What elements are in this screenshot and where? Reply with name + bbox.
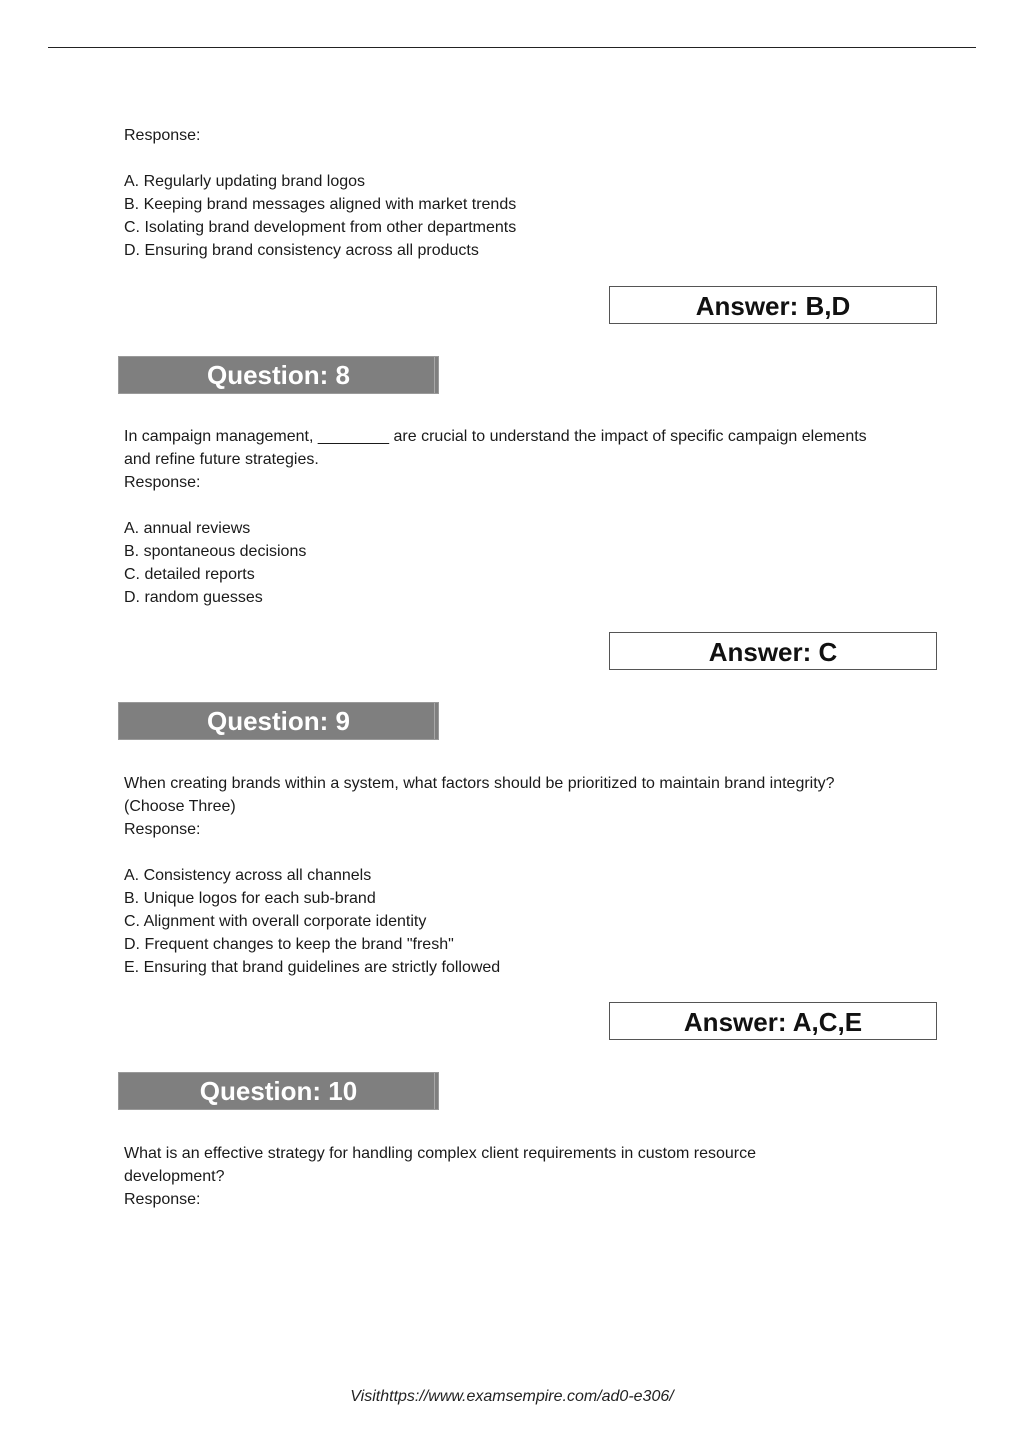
option-c: C. Alignment with overall corporate identity (124, 913, 427, 930)
option-a: A. annual reviews (124, 520, 251, 537)
response-label: Response: (124, 474, 201, 491)
question-text-line-1: In campaign management, ________ are crucial to understand the impact of specific campaign elements (124, 428, 867, 445)
question-text-line-2: development? (124, 1168, 225, 1185)
question-9-body (124, 772, 934, 979)
question-text-line-2: (Choose Three) (124, 798, 236, 815)
question-9-banner: Question: 9 (118, 702, 439, 740)
header-rule (48, 47, 976, 48)
option-a: A. Regularly updating brand logos (124, 173, 366, 190)
answer-box-q8: Answer: C (609, 632, 937, 670)
option-a: A. Consistency across all channels (124, 867, 372, 884)
question-text-line-1: What is an effective strategy for handling complex client requirements in custom resource (124, 1145, 756, 1162)
answer-box-q7: Answer: B,D (609, 286, 937, 324)
option-b: B. spontaneous decisions (124, 543, 307, 560)
option-c: C. detailed reports (124, 566, 255, 583)
answer-box-q9: Answer: A,C,E (609, 1002, 937, 1040)
question-10-banner: Question: 10 (118, 1072, 439, 1110)
option-e: E. Ensuring that brand guidelines are strictly followed (124, 959, 501, 976)
question-8-body (124, 425, 934, 609)
question-7-body (124, 124, 934, 262)
response-label: Response: (124, 127, 201, 144)
option-b: B. Unique logos for each sub-brand (124, 890, 376, 907)
question-text-line-1: When creating brands within a system, what factors should be prioritized to maintain brand integrity? (124, 775, 835, 792)
option-c: C. Isolating brand development from other departments (124, 219, 517, 236)
option-d: D. random guesses (124, 589, 263, 606)
option-b: B. Keeping brand messages aligned with market trends (124, 196, 517, 213)
option-d: D. Ensuring brand consistency across all products (124, 242, 479, 259)
response-label: Response: (124, 1191, 201, 1208)
question-8-banner: Question: 8 (118, 356, 439, 394)
response-label: Response: (124, 821, 201, 838)
question-text-line-2: and refine future strategies. (124, 451, 319, 468)
question-10-body (124, 1142, 934, 1211)
option-d: D. Frequent changes to keep the brand "fresh" (124, 936, 454, 953)
footer-link[interactable]: Visithttps://www.examsempire.com/ad0-e306/ (350, 1388, 674, 1405)
